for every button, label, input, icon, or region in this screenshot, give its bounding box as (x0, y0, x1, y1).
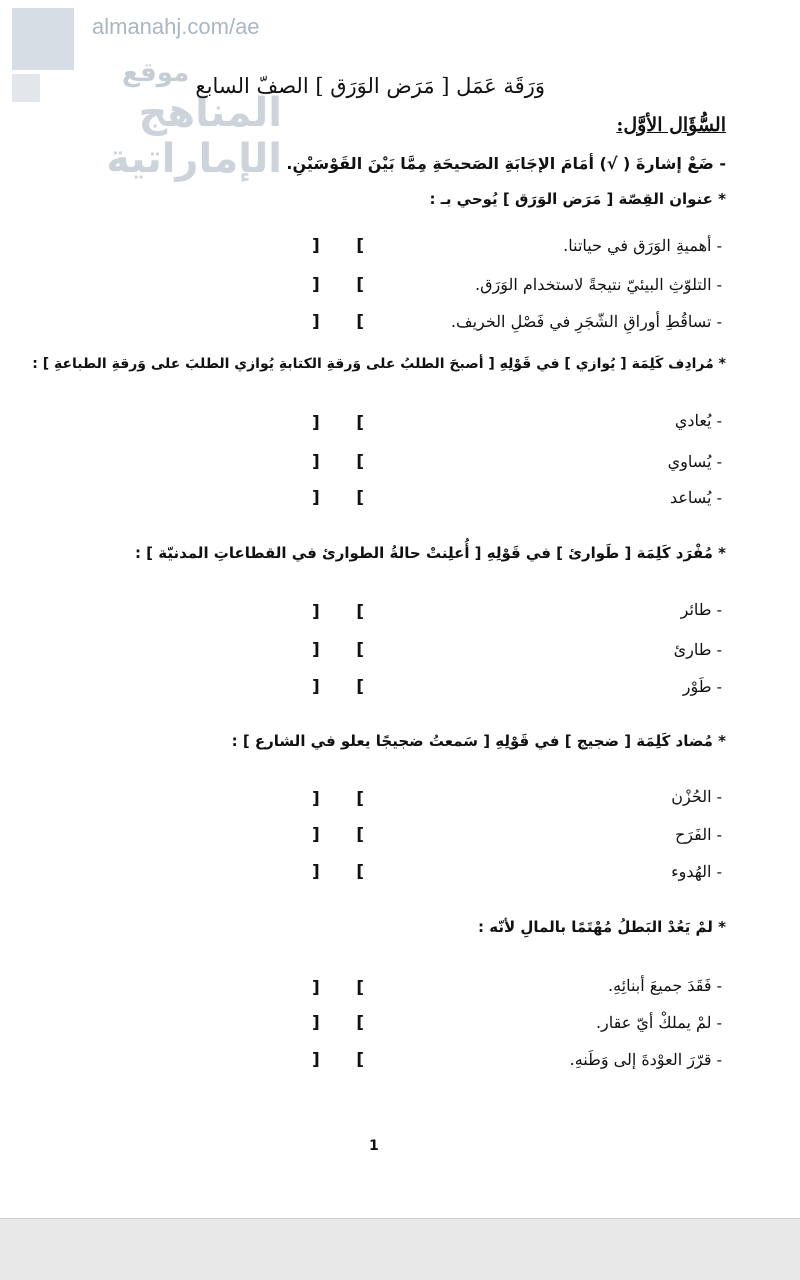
bracket-close: [ (356, 789, 364, 809)
option-text: - تساقُطِ أوراقِ الشّجَرِ في فَصْلِ الخريف. (450, 312, 722, 331)
question-prompt: * لمْ يَعُدْ البَطلُ مُهْتَمًا بالمالِ لأنّه : (478, 918, 726, 936)
watermark-logo-square (12, 8, 74, 70)
question-prompt: * عنوان القِصّة [ مَرَض الوَرَق ] يُوحي بـ : (429, 190, 726, 208)
instruction: - ضَعْ إشارةَ ( √) أمَامَ الإجَابَةِ الصَحيحَةِ مِمَّا بَيْنَ القَوْسَيْنِ. (286, 154, 726, 173)
option-text: - طارئ (673, 640, 722, 659)
answer-bracket[interactable] (312, 275, 364, 295)
question-prompt: * مُرادِف كَلِمَة [ يُوازي ] في قَوْلِهِ [ أصبحَ الطلبُ على وَرقةِ الكتابةِ يُوازي الطلبَ على وَرقةِ الطباعةِ ] : (32, 356, 726, 372)
bracket-open: ] (312, 640, 320, 660)
worksheet-title: وَرَقَة عَمَل [ مَرَض الوَرَق ] الصفّ السابع (195, 74, 545, 98)
page-number: 1 (369, 1138, 379, 1154)
bracket-close: [ (356, 236, 364, 256)
bracket-open: ] (312, 488, 320, 508)
answer-bracket[interactable] (312, 789, 364, 809)
answer-bracket[interactable] (312, 677, 364, 697)
bracket-close: [ (356, 825, 364, 845)
answer-bracket[interactable] (312, 1013, 364, 1033)
bracket-open: ] (312, 312, 320, 332)
bracket-open: ] (312, 602, 320, 622)
bracket-open: ] (312, 1013, 320, 1033)
question-prompt: * مُضاد كَلِمَة [ ضجيج ] في قَوْلِهِ [ سَمعتُ ضجيجًا يعلو في الشارع ] : (231, 732, 726, 750)
bracket-close: [ (356, 312, 364, 332)
option-text: - الفَرَح (674, 825, 722, 844)
watermark-text-bottom: المناهج الإماراتية (106, 90, 282, 182)
option-text: - الحُزْن (671, 787, 722, 806)
bracket-close: [ (356, 452, 364, 472)
bracket-open: ] (312, 1050, 320, 1070)
answer-bracket[interactable] (312, 1050, 364, 1070)
answer-bracket[interactable] (312, 640, 364, 660)
question-prompt: * مُفْرَد كَلِمَة [ طَوارئ ] في قَوْلِهِ [ أُعلِنتْ حالةُ الطوارئ في القطاعاتِ المدنيّة ] : (134, 544, 726, 562)
answer-bracket[interactable] (312, 413, 364, 433)
answer-bracket[interactable] (312, 978, 364, 998)
bracket-open: ] (312, 236, 320, 256)
option-text: - الهُدوء (671, 862, 722, 881)
bracket-close: [ (356, 413, 364, 433)
answer-bracket[interactable] (312, 825, 364, 845)
option-text: - فَقَدَ جميعَ أبنائِهِ. (607, 976, 722, 995)
bracket-open: ] (312, 825, 320, 845)
bracket-close: [ (356, 978, 364, 998)
bracket-open: ] (312, 677, 320, 697)
bracket-open: ] (312, 862, 320, 882)
bracket-close: [ (356, 640, 364, 660)
option-text: - طَوْر (682, 677, 722, 696)
bracket-close: [ (356, 488, 364, 508)
watermark-text-top: موقع (122, 58, 190, 88)
option-text: - التلوّثِ البيئيّ نتيجةً لاستخدام الوَرَق. (474, 275, 722, 294)
option-text: - قرّرَ العوْدةَ إلى وَطَنهِ. (569, 1050, 722, 1069)
answer-bracket[interactable] (312, 312, 364, 332)
watermark (12, 8, 282, 182)
watermark-url: almanahj.com/ae (92, 14, 260, 39)
bracket-close: [ (356, 1013, 364, 1033)
bracket-open: ] (312, 978, 320, 998)
option-text: - يُساعد (669, 488, 722, 507)
section-heading: السُّؤَال الأوَّل: (616, 114, 726, 136)
bracket-close: [ (356, 275, 364, 295)
answer-bracket[interactable] (312, 488, 364, 508)
bracket-open: ] (312, 275, 320, 295)
bracket-open: ] (312, 789, 320, 809)
option-text: - يُعادي (674, 411, 722, 430)
bracket-open: ] (312, 413, 320, 433)
bracket-close: [ (356, 602, 364, 622)
answer-bracket[interactable] (312, 236, 364, 256)
answer-bracket[interactable] (312, 862, 364, 882)
option-text: - يُساوي (667, 452, 722, 471)
answer-bracket[interactable] (312, 452, 364, 472)
bracket-close: [ (356, 677, 364, 697)
option-text: - لمْ يملكْ أيّ عقار. (595, 1013, 722, 1032)
bracket-close: [ (356, 1050, 364, 1070)
option-text: - طائر (680, 600, 722, 619)
bracket-close: [ (356, 862, 364, 882)
bracket-open: ] (312, 452, 320, 472)
answer-bracket[interactable] (312, 602, 364, 622)
option-text: - أهميةِ الوَرَق في حياتنا. (563, 236, 722, 255)
